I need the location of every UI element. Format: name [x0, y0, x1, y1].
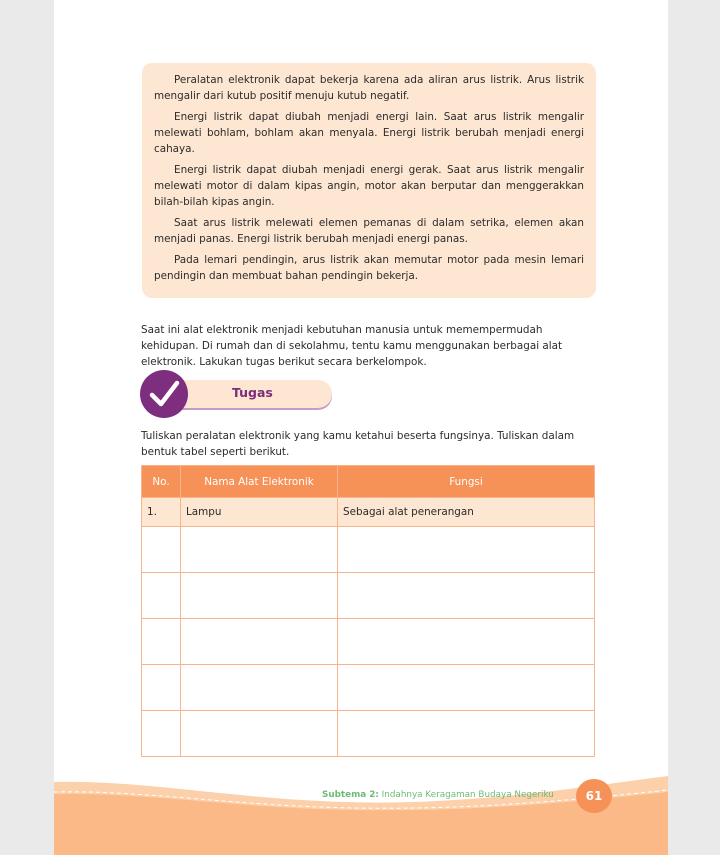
footer-wave	[54, 770, 668, 855]
table-row	[142, 665, 595, 711]
book-page	[54, 0, 668, 855]
info-paragraph: Peralatan elektronik dapat bekerja karena ada aliran arus listrik. Arus listrik mengalir dari kutub positif menuju kutub negatif.	[154, 74, 584, 102]
cell-fungsi	[338, 665, 595, 711]
cell-fungsi	[338, 573, 595, 619]
page-number: 61	[576, 779, 612, 813]
footer-subtema	[322, 790, 554, 800]
cell-fungsi	[338, 619, 595, 665]
table-header-row	[142, 466, 595, 498]
cell-nama-alat	[181, 619, 338, 665]
info-paragraph: Saat arus listrik melewati elemen pemanas di dalam setrika, elemen akan menjadi panas. Energi listrik berubah menjadi energi panas.	[154, 217, 584, 245]
cell-fungsi	[338, 527, 595, 573]
task-instruction: Tuliskan peralatan elektronik yang kamu ketahui beserta fungsinya. Tuliskan dalam bentuk tabel seperti berikut.	[141, 430, 575, 458]
info-paragraph: Energi listrik dapat diubah menjadi energi gerak. Saat arus listrik mengalir melewati motor di dalam kipas angin, motor akan berputar dan menggerakkan bilah-bilah kipas angin.	[154, 164, 584, 208]
cell-no	[142, 527, 181, 573]
intro-paragraph: Saat ini alat elektronik menjadi kebutuhan manusia untuk memempermudah kehidupan. Di rumah dan di sekolahmu, tentu kamu menggunakan berbagai alat elektronik. Lakukan tugas berikut secara berkelompok.	[141, 324, 563, 368]
cell-nama-alat: Lampu	[181, 498, 338, 527]
footer-subtema-label: Subtema 2:	[322, 790, 379, 800]
info-box	[142, 63, 596, 298]
cell-fungsi: Sebagai alat penerangan	[338, 498, 595, 527]
info-paragraph: Pada lemari pendingin, arus listrik akan memutar motor pada mesin lemari pendingin dan membuat bahan pendingin bekerja.	[154, 254, 584, 282]
tugas-label: Tugas	[232, 385, 273, 400]
cell-no	[142, 619, 181, 665]
table-row	[142, 619, 595, 665]
cell-no	[142, 573, 181, 619]
cell-no	[142, 665, 181, 711]
task-table	[141, 465, 595, 757]
header-nama-alat: Nama Alat Elektronik	[181, 466, 338, 498]
cell-nama-alat	[181, 665, 338, 711]
cell-no	[142, 711, 181, 757]
table-row	[142, 573, 595, 619]
table-row	[142, 498, 595, 527]
cell-nama-alat	[181, 573, 338, 619]
cell-nama-alat	[181, 711, 338, 757]
tugas-badge	[140, 370, 336, 420]
header-no: No.	[142, 466, 181, 498]
table-row	[142, 527, 595, 573]
cell-nama-alat	[181, 527, 338, 573]
info-paragraph: Energi listrik dapat diubah menjadi energi lain. Saat arus listrik mengalir melewati bohlam, bohlam akan menyala. Energi listrik berubah menjadi energi cahaya.	[154, 111, 584, 155]
footer-subtema-title: Indahnya Keragaman Budaya Negeriku	[381, 790, 554, 800]
cell-no: 1.	[142, 498, 181, 527]
cell-fungsi	[338, 711, 595, 757]
table-row	[142, 711, 595, 757]
header-fungsi: Fungsi	[338, 466, 595, 498]
checkmark-icon	[140, 370, 188, 418]
